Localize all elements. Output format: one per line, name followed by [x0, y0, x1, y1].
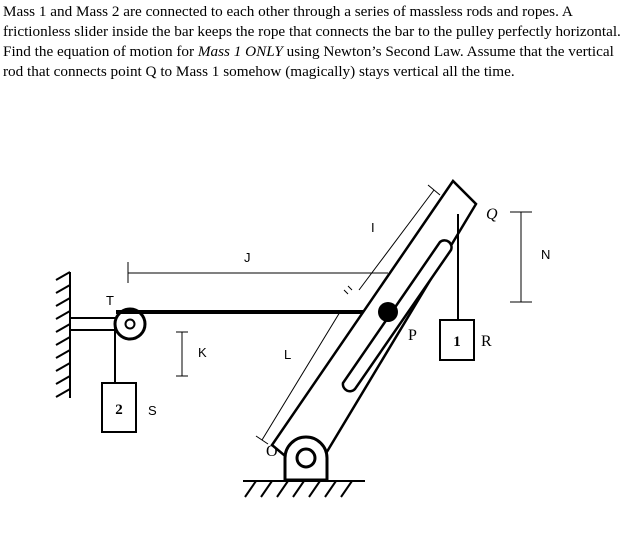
problem-text-2: using Newton’s Second Law. Assume that the vertical rod that connects point Q to Mass 1 somehow (magically) stays vertical all the time.: [3, 43, 614, 80]
mass-1-label: 1: [453, 334, 461, 350]
label-s: S: [148, 403, 157, 418]
slider: [378, 302, 398, 322]
problem-emphasis: Mass 1 ONLY: [197, 43, 283, 60]
dimension-k: [176, 332, 188, 376]
label-o: O: [266, 443, 278, 460]
label-r: R: [481, 333, 492, 350]
label-k: K: [198, 345, 207, 360]
dimension-j: [128, 262, 388, 283]
dimension-n: [510, 212, 532, 302]
mass-1: [440, 320, 474, 360]
problem-text-1: Mass 1 and Mass 2 are connected to each other through a series of massless rods and ropes. A frictionless slider inside the bar keeps the rope that connects the bar to the pulley perfectly horizontal. Find the equation of motion for: [3, 3, 621, 60]
left-wall: [56, 272, 70, 398]
label-n: N: [541, 247, 551, 262]
label-q: Q: [486, 206, 498, 223]
label-l: L: [284, 347, 292, 362]
ground-pivot: [285, 437, 327, 480]
label-t: T: [106, 293, 114, 308]
label-j: J: [244, 250, 251, 265]
label-i: I: [371, 220, 375, 235]
mass-2-label: 2: [115, 402, 123, 418]
ground: [243, 481, 365, 497]
label-p: P: [408, 327, 417, 344]
mass-2: [102, 383, 136, 432]
